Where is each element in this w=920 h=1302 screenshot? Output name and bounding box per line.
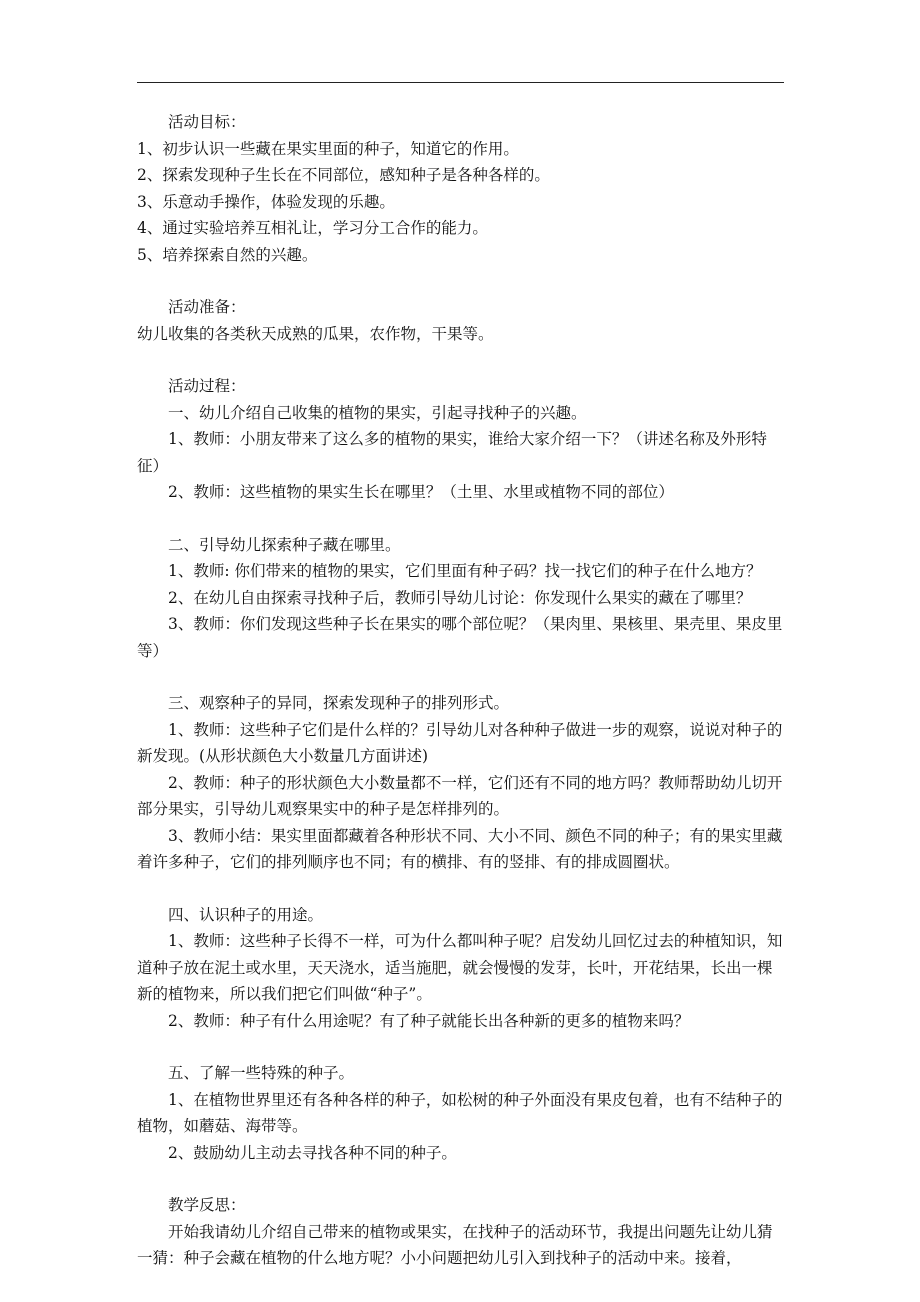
body-paragraph: 二、引导幼儿探索种子藏在哪里。 — [168, 535, 401, 554]
body-paragraph: 2、教师：这些植物的果实生长在哪里？（土里、水里或植物不同的部位） — [168, 483, 674, 501]
body-paragraph: 1、教师: 你们带来的植物的果实，它们里面有种子码？找一找它们的种子在什么地方？ — [168, 562, 762, 580]
paragraph-gap — [137, 876, 787, 902]
body-paragraph: 3、乐意动手操作，体验发现的乐趣。 — [137, 192, 395, 211]
body-paragraph: 五、了解一些特殊的种子。 — [168, 1064, 355, 1082]
body-paragraph: 4、通过实验培养互相礼让，学习分工合作的能力。 — [137, 219, 488, 237]
body-paragraph: 3、教师小结：果实里面都藏着各种形状不同、大小不同、颜色不同的种子；有的果实里藏着许多种子，它们的排列顺序也不同；有的横排、有的竖排、有的排成圆圈状。 — [137, 826, 783, 871]
paragraph-gap — [137, 1034, 787, 1060]
body-paragraph: 四、认识种子的用途。 — [168, 905, 324, 924]
body-paragraph: 三、观察种子的异同，探索发现种子的排列形式。 — [168, 694, 510, 712]
document-body — [137, 109, 787, 1272]
paragraph-gap — [137, 664, 787, 690]
body-paragraph: 5、培养探索自然的兴趣。 — [137, 245, 318, 264]
section-heading: 活动目标： — [168, 113, 246, 131]
body-paragraph: 2、鼓励幼儿主动去寻找各种不同的种子。 — [168, 1143, 457, 1162]
body-paragraph: 2、教师：种子有什么用途呢？有了种子就能长出各种新的更多的植物来吗？ — [168, 1011, 690, 1030]
body-paragraph: 1、在植物世界里还有各种各样的种子，如松树的种子外面没有果皮包着，也有不结种子的植物，如蘑菇、海带等。 — [137, 1090, 783, 1135]
section-heading: 活动过程： — [168, 377, 246, 395]
body-paragraph: 2、在幼儿自由探索寻找种子后，教师引导幼儿讨论：你发现什么果实的藏在了哪里？ — [168, 588, 752, 607]
paragraph-gap — [137, 347, 787, 373]
body-paragraph: 1、教师：这些种子长得不一样，可为什么都叫种子呢？启发幼儿回忆过去的种植知识，知道种子放在泥土或水里，天天浇水，适当施肥，就会慢慢的发芽，长叶，开花结果，长出一棵新的植物来，所以我们把它们叫做“种子”。 — [137, 932, 783, 1003]
body-paragraph: 1、初步认识一些藏在果实里面的种子，知道它的作用。 — [137, 139, 519, 158]
body-paragraph: 3、教师：你们发现这些种子长在果实的哪个部位呢？（果肉里、果核里、果壳里、果皮里等） — [137, 615, 783, 660]
section-heading: 教学反思： — [168, 1196, 246, 1214]
body-paragraph: 1、教师：小朋友带来了这么多的植物的果实，谁给大家介绍一下？（讲述名称及外形特征） — [137, 430, 767, 475]
paragraph-gap — [137, 268, 787, 294]
body-paragraph: 幼儿收集的各类秋天成熟的瓜果，农作物，干果等。 — [137, 324, 494, 343]
body-paragraph: 开始我请幼儿介绍自己带来的植物或果实，在找种子的活动环节，我提出问题先让幼儿猜一猜：种子会藏在植物的什么地方呢？小小问题把幼儿引入到找种子的活动中来。接着， — [137, 1222, 773, 1267]
section-heading: 活动准备： — [168, 298, 246, 316]
header-divider — [137, 82, 784, 83]
body-paragraph: 一、幼儿介绍自己收集的植物的果实，引起寻找种子的兴趣。 — [168, 403, 587, 422]
body-paragraph: 2、教师：种子的形状颜色大小数量都不一样，它们还有不同的地方吗？教师帮助幼儿切开部分果实，引导幼儿观察果实中的种子是怎样排列的。 — [137, 773, 783, 818]
paragraph-gap — [137, 506, 787, 532]
paragraph-gap — [137, 1166, 787, 1192]
body-paragraph: 1、教师：这些种子它们是什么样的？引导幼儿对各种种子做进一步的观察，说说对种子的新发现。(从形状颜色大小数量几方面讲述) — [137, 720, 783, 765]
body-paragraph: 2、探索发现种子生长在不同部位，感知种子是各种各样的。 — [137, 166, 550, 184]
